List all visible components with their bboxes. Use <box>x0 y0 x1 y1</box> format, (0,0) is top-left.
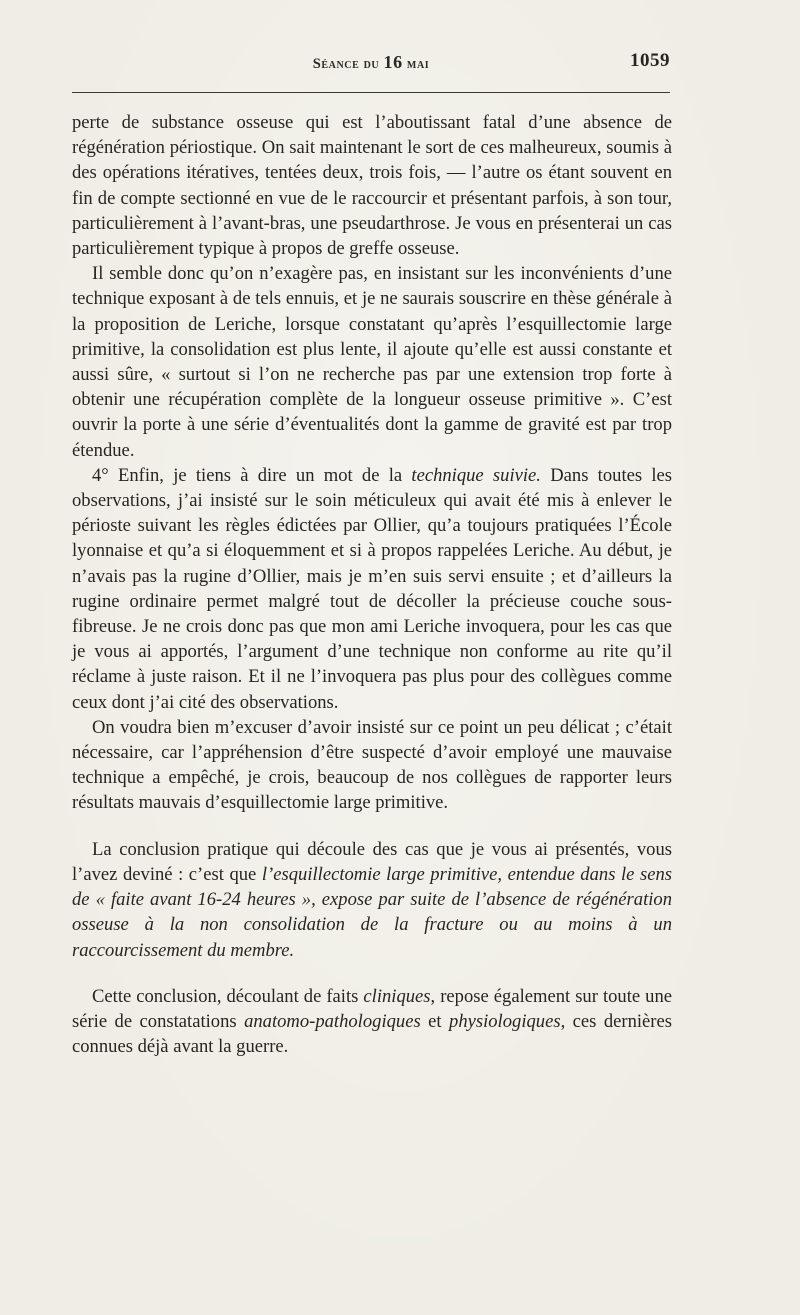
paragraph-final <box>72 984 672 1060</box>
running-head-post: mai <box>402 56 430 72</box>
final-em-physio: physiologiques <box>449 1010 561 1032</box>
paragraph-3-rest: Dans toutes les observations, j’ai insisté sur le soin méticuleux qui avait été mis à enlever le périoste suivant les règles édictées par Ollier, qu’a toujours pratiquées l’École lyonnaise et qu’a si éloquemment et si à propos rappelées Leriche. Au début, je n’avais pas la rugine d’Ollier, mais je m’en suis servi ensuite ; et d’ailleurs la rugine ordinaire permet malgré tout de décoller la précieuse couche sous-fibreuse. Je ne crois donc pas que mon ami Leriche invoquera, pour les cas que je vous ai apportés, l’argument d’une technique non conforme au rite qu’il réclame à juste raison. Et il ne l’invoquera pas plus pour des collègues comme ceux dont j’ai cité des observations. <box>72 464 673 713</box>
paragraph-3 <box>72 463 672 715</box>
paragraph-conclusion <box>72 837 672 963</box>
final-text-a: Cette conclusion, découlant de faits <box>92 985 364 1007</box>
final-em-cliniques: cliniques <box>363 985 431 1007</box>
header-rule <box>72 92 670 93</box>
conclusion-intro: La conclusion pratique qui découle des cas que je vous ai présentés, vous l’avez deviné : c’est que <box>72 838 672 885</box>
body-text <box>72 110 672 1059</box>
final-text-g: , ces dernières connues déjà avant la guerre. <box>72 1010 672 1058</box>
page-header <box>72 52 670 76</box>
running-head-pre: Séance du <box>312 56 384 72</box>
page-number: 1059 <box>630 50 670 71</box>
running-head <box>72 52 670 73</box>
running-head-day: 16 <box>383 52 403 72</box>
final-em-anatomo: anatomo-pathologiques <box>244 1010 421 1032</box>
final-text-e: et <box>420 1010 450 1032</box>
paragraph-3-emphasis: technique suivie. <box>411 464 541 486</box>
paragraph-3-start: 4° Enfin, je tiens à dire un mot de la <box>92 464 412 486</box>
final-text-c: , repose également sur toute une série de constatations <box>72 985 672 1032</box>
paragraph-1: perte de substance osseuse qui est l’aboutissant fatal d’une absence de régénération périostique. On sait maintenant le sort de ces malheureux, soumis à des opérations itératives, tentées deux, trois fois, — l’autre os étant souvent en fin de compte sectionné en vue de le raccourcir et présentant parfois, à son tour, particulièrement à l’avant-bras, une pseudarthrose. Je vous en présenterai un cas particulièrement typique à propos de greffe osseuse. <box>72 112 672 260</box>
paragraph-4: On voudra bien m’excuser d’avoir insisté sur ce point un peu délicat ; c’était nécessaire, car l’appréhension d’être suspecté d’avoir employé une mauvaise technique a empêché, je crois, beaucoup de nos collègues de rapporter leurs résultats mauvais d’esquillectomie large primitive. <box>72 716 672 814</box>
paragraph-2: Il semble donc qu’on n’exagère pas, en insistant sur les inconvénients d’une technique exposant à de tels ennuis, et je ne saurais souscrire en thèse générale à la proposition de Leriche, lorsque constatant qu’après l’esquillectomie large primitive, la consolidation est plus lente, il ajoute qu’elle est aussi constante et aussi sûre, « surtout si l’on ne recherche pas par une extension trop forte à obtenir une récupération complète de la longueur osseuse primitive ». C’est ouvrir la porte à une série d’éventualités dont la gamme de gravité est par trop étendue. <box>72 263 672 461</box>
conclusion-statement: l’esquillectomie large primitive, entendue dans le sens de « faite avant 16-24 heures », expose par suite de l’absence de régénération osseuse à la non consolidation de la fracture ou au moins à un raccourcissement du membre. <box>72 863 672 961</box>
